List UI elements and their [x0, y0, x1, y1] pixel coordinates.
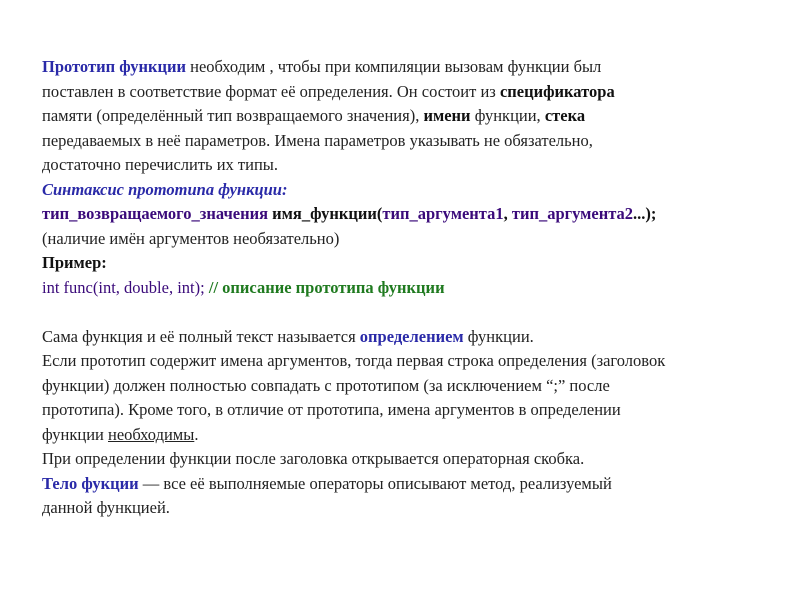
code-keyword-int: int: [177, 277, 195, 297]
code-closing: ...);: [633, 204, 657, 223]
text-segment: — все её выполняемые операторы описывают метод, реализуемый: [138, 473, 612, 493]
syntax-heading: Синтаксис прототипа функции:: [42, 179, 288, 199]
example-code-line: [42, 276, 772, 301]
text-segment: необходим , чтобы при компиляции вызовам функции был: [186, 57, 602, 76]
code-keyword-double: double: [124, 277, 169, 297]
code-comment: // описание прототипа функции: [208, 277, 445, 297]
text-segment: функции: [42, 424, 108, 444]
example-heading: Пример:: [42, 253, 107, 272]
term-function-body: Тело фукции: [42, 473, 139, 493]
p2-line-3: функции) должен полностью совпадать с прототипом (за исключением “;” после: [42, 375, 610, 395]
p2-line-8: данной функцией.: [42, 498, 170, 517]
p1-line-1: [42, 55, 772, 80]
p1-line-2: [42, 80, 772, 105]
text-segment: функции.: [463, 326, 534, 346]
term-specifier: спецификатора: [499, 81, 615, 101]
term-necessary: необходимы: [108, 424, 195, 444]
code-return-type: тип_возвращаемого_значения: [42, 204, 269, 223]
text-segment: памяти (определённый тип возвращаемого значения),: [42, 106, 424, 125]
term-function-prototype: Прототип функции: [42, 57, 186, 76]
syntax-line: [42, 202, 772, 227]
code-keyword-int: int: [98, 277, 116, 297]
p2-line-1: [42, 325, 772, 350]
p2-line-6: При определении функции после заголовка открывается операторная скобка.: [42, 449, 585, 468]
text-segment: Сама функция и её полный текст называется: [42, 326, 360, 346]
term-definition: определением: [359, 326, 464, 346]
text-segment: поставлен в соответствие формат её определения. Он состоит из: [42, 81, 500, 101]
spacer: [42, 300, 772, 325]
p2-line-4: прототипа). Кроме того, в отличие от прототипа, имена аргументов в определении: [42, 400, 621, 419]
p2-line-7: [42, 472, 772, 497]
code-keyword-int: int: [42, 277, 60, 297]
code-separator: ,: [168, 277, 178, 297]
code-separator: ,: [115, 277, 125, 297]
p1-line-3: [42, 104, 772, 129]
p2-line-2: Если прототип содержит имена аргументов, тогда первая строка определения (заголовок: [42, 351, 666, 370]
slide-content: [42, 55, 772, 521]
text-segment: функции,: [470, 106, 545, 125]
term-stack: стека: [544, 106, 586, 125]
code-arg-type-2: тип_аргумента2: [511, 204, 634, 223]
code-func-name: имя_функции(: [268, 204, 383, 223]
code-func-call: func(: [59, 277, 99, 297]
text-segment: .: [194, 424, 199, 444]
p1-line-4: передаваемых в неё параметров. Имена параметров указывать не обязательно,: [42, 130, 593, 150]
syntax-note: (наличие имён аргументов необязательно): [42, 228, 340, 248]
code-separator: ,: [503, 204, 512, 223]
code-arg-type-1: тип_аргумента1: [382, 204, 504, 223]
p2-line-5: [42, 423, 772, 448]
term-name: имени: [423, 106, 471, 125]
code-closing: );: [194, 277, 209, 297]
p1-line-5: достаточно перечислить их типы.: [42, 155, 278, 174]
